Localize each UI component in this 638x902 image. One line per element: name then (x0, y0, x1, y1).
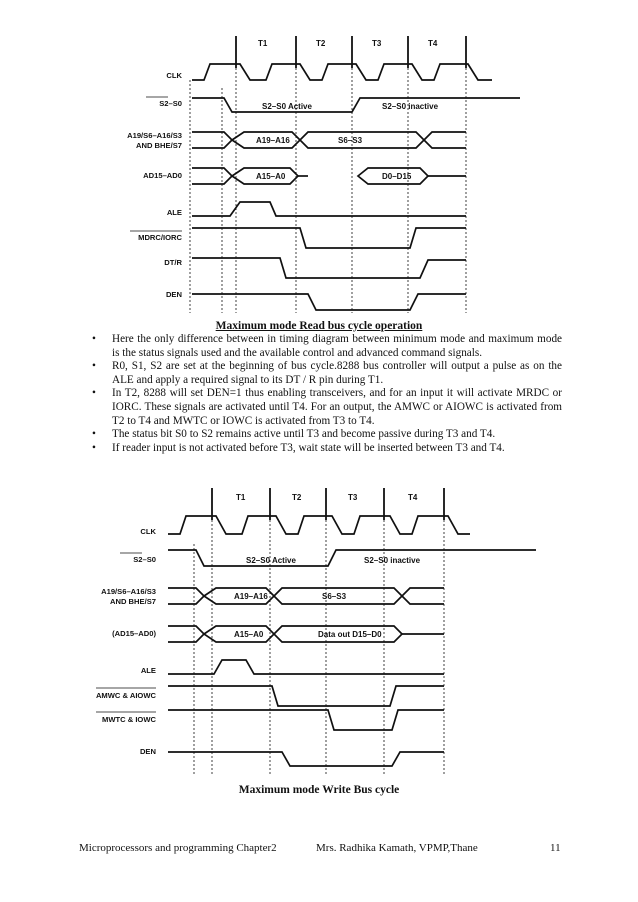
signal-addr-high: A19/S6–A16/S3 (101, 587, 156, 596)
signal-ale: ALE (140, 666, 156, 675)
signal-den: DEN (139, 747, 156, 756)
addr-status-label: S6–S3 (338, 136, 363, 145)
signal-mrdc: MDRC/IORC (138, 233, 182, 242)
read-caption: Maximum mode Read bus cycle operation (215, 320, 423, 332)
footer-course: Microprocessors and programming Chapter2 (79, 842, 277, 854)
clk-wave (192, 64, 492, 80)
read-timing-diagram (120, 28, 520, 318)
list-item: • R0, S1, S2 are set at the beginning of bus cycle.8288 bus controller will output a pulse as on the ALE and apply a required signal to its DT / R pin during T1. (92, 360, 562, 386)
state-label: T4 (428, 39, 438, 48)
addr-low-label: A15–A0 (234, 630, 264, 639)
write-caption: Maximum mode Write Bus cycle (238, 784, 400, 796)
state-label: T3 (372, 39, 382, 48)
signal-status: S2–S0 (159, 99, 182, 108)
addr-low-label: A15–A0 (256, 172, 286, 181)
status-inactive-label: S2–S0 inactive (382, 102, 439, 111)
data-label: Data out D15–D0 (318, 630, 382, 639)
signal-ad: (AD15–AD0) (112, 629, 156, 638)
signal-clk: CLK (166, 71, 182, 80)
signal-bhe: AND BHE/S7 (110, 597, 156, 606)
list-item: • Here the only difference between in timing diagram between minimum mode and maximum mode is the status signals used and the available control and advanced command signals. (92, 333, 562, 359)
state-label: T1 (236, 493, 246, 502)
status-inactive-label: S2–S0 inactive (364, 556, 421, 565)
signal-ale: ALE (166, 208, 182, 217)
signal-ad: AD15–AD0 (143, 171, 182, 180)
state-label: T4 (408, 493, 418, 502)
addr-status-label: S6–S3 (322, 592, 347, 601)
state-label: T2 (292, 493, 302, 502)
signal-clk: CLK (140, 527, 156, 536)
list-item: • In T2, 8288 will set DEN=1 thus enabling transceivers, and for an input it will activate MRDC or IORC. These signals are activated until T4. For an output, the AMWC or AIOWC is activated from T2 to T4 and MWTC or IOWC is activated from T3 to T4. (92, 387, 562, 427)
state-label: T3 (348, 493, 358, 502)
clk-wave (168, 516, 470, 534)
signal-addr-high: A19/S6–A16/S3 (127, 131, 182, 140)
signal-mwtc: MWTC & IOWC (102, 715, 156, 724)
status-active-label: S2–S0 Active (262, 102, 312, 111)
addr-high-label: A19–A16 (256, 136, 290, 145)
status-active-label: S2–S0 Active (246, 556, 296, 565)
signal-dtr: DT/R (164, 258, 182, 267)
state-label: T2 (316, 39, 326, 48)
footer-author: Mrs. Radhika Kamath, VPMP,Thane (316, 842, 478, 854)
data-label: D0–D15 (382, 172, 412, 181)
signal-bhe: AND BHE/S7 (136, 141, 182, 150)
signal-amwc: AMWC & AIOWC (96, 691, 156, 700)
bullet-list (88, 333, 562, 455)
state-label: T1 (258, 39, 268, 48)
list-item: • If reader input is not activated before T3, wait state will be inserted between T3 and T4. (92, 441, 505, 454)
write-timing-diagram (96, 484, 536, 776)
signal-den: DEN (165, 290, 182, 299)
page-number: 11 (550, 842, 561, 854)
addr-high-label: A19–A16 (234, 592, 268, 601)
signal-status: S2–S0 (133, 555, 156, 564)
list-item: • The status bit S0 to S2 remains active until T3 and become passive during T3 and T4. (92, 428, 496, 441)
